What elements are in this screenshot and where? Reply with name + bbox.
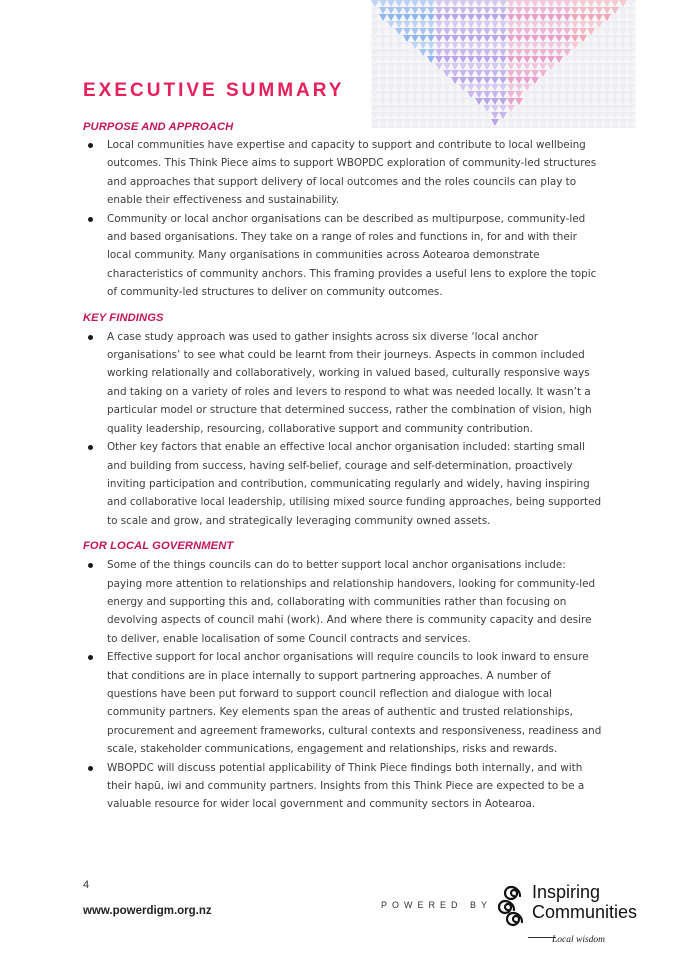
bullet-text: Some of the things councils can do to better support local anchor organisations include: paying more attention to relationships and relationship handovers, looking for community-led energy and supporting this and, collaborating with communities rather than focusing on devolving aspects of council mahi (work). And where there is community capacity and desire to deliver, enable localisation of some Council contracts and services. (107, 559, 596, 645)
section-heading: KEY FINDINGS (83, 311, 164, 324)
pattern-triangle (627, 126, 635, 128)
list-item (83, 438, 603, 530)
website-link[interactable]: www.powerdigm.org.nz (83, 905, 212, 917)
section-key-findings (83, 312, 603, 530)
list-item (83, 556, 603, 648)
bullet-icon (88, 655, 93, 660)
bullet-text: Effective support for local anchor organisations will require councils to look inward to ensure that conditions are in place internally to support partnering approaches. A number of questions have been put forward to support council reflection and dialogue with local community partners. Key elements span the areas of authentic and trusted relationships, procurement and agreement frameworks, cultural contexts and responsiveness, readiness and scale, stakeholder communications, engagement and relationships, risks and rewards. (107, 651, 602, 756)
list-item (83, 210, 603, 302)
bullet-icon (88, 766, 93, 771)
bullet-icon (88, 143, 93, 148)
list-item (83, 759, 603, 814)
section-heading: PURPOSE AND APPROACH (83, 121, 234, 133)
pattern-triangle (619, 126, 627, 128)
section-purpose (83, 121, 603, 302)
bullet-text: WBOPDC will discuss potential applicability of Think Piece findings both internally, and with their hapū, iwi and community partners. Insights from this Think Piece are expected to be a valuable resource for wider local government and community sectors in Aotearoa. (107, 761, 585, 811)
pattern-triangle (611, 126, 619, 128)
bullet-icon (88, 563, 93, 568)
section-local-government (83, 540, 603, 814)
bullet-list (83, 328, 603, 530)
spiral-icon (496, 882, 532, 934)
powered-by-label: POWERED BY (381, 900, 493, 910)
page-number: 4 (83, 879, 90, 891)
bullet-text: Community or local anchor organisations can be described as multipurpose, community-led and based organisations. They take on a range of roles and functions in, for and with their local community. Many organisations in communities across Aotearoa demonstrate characteristics of community anchors. This framing provides a useful lens to explore the topic of community-led structures to deliver on community outcomes. (107, 212, 597, 299)
page-title: EXECUTIVE SUMMARY (83, 80, 345, 101)
logo-line-2: Communities (532, 902, 638, 922)
section-heading: FOR LOCAL GOVERNMENT (83, 540, 234, 553)
bullet-icon (88, 335, 93, 340)
bullet-icon (88, 445, 93, 450)
bullet-text: Local communities have expertise and capacity to support and contribute to local wellbeing outcomes. This Think Piece aims to support WBOPDC exploration of community-led structures and approaches that support delivery of local outcomes and the roles councils can play to enable their effectiveness and sustainability. (107, 139, 597, 207)
bullet-text: Other key factors that enable an effective local anchor organisation included: starting small and building from success, having self-belief, courage and self-determination, proactively inviting participation and contribution, communicating regularly and widely, having inspiring and collaborative local leadership, utilising mixed source funding approaches, being supported to scale and grow, and strategically leveraging community owned assets. (107, 441, 602, 527)
pattern-triangle (603, 126, 611, 128)
list-item (83, 136, 603, 210)
bullet-text: A case study approach was used to gather insights across six diverse ‘local anchor organisations’ to see what could be learnt from their journeys. Aspects in common included working relationally and collaboratively, working in valued based, culturally responsive ways and taking on a variety of roles and levers to respond to what was needed locally. It wasn’t a particular model or structure that determined success, rather the combination of vision, high quality leadership, resourcing, collaborative support and community contribution. (107, 330, 592, 435)
main-content (83, 118, 603, 814)
logo-tagline: Local wisdom (552, 935, 606, 945)
bullet-list (83, 556, 603, 814)
logo-line-1: Inspiring (532, 882, 601, 902)
bullet-list (83, 136, 603, 302)
logo-wordmark (532, 882, 637, 922)
list-item (83, 648, 603, 758)
inspiring-communities-logo (496, 880, 646, 950)
list-item (83, 328, 603, 438)
header-triangle-pattern (371, 0, 636, 128)
bullet-icon (88, 217, 93, 222)
